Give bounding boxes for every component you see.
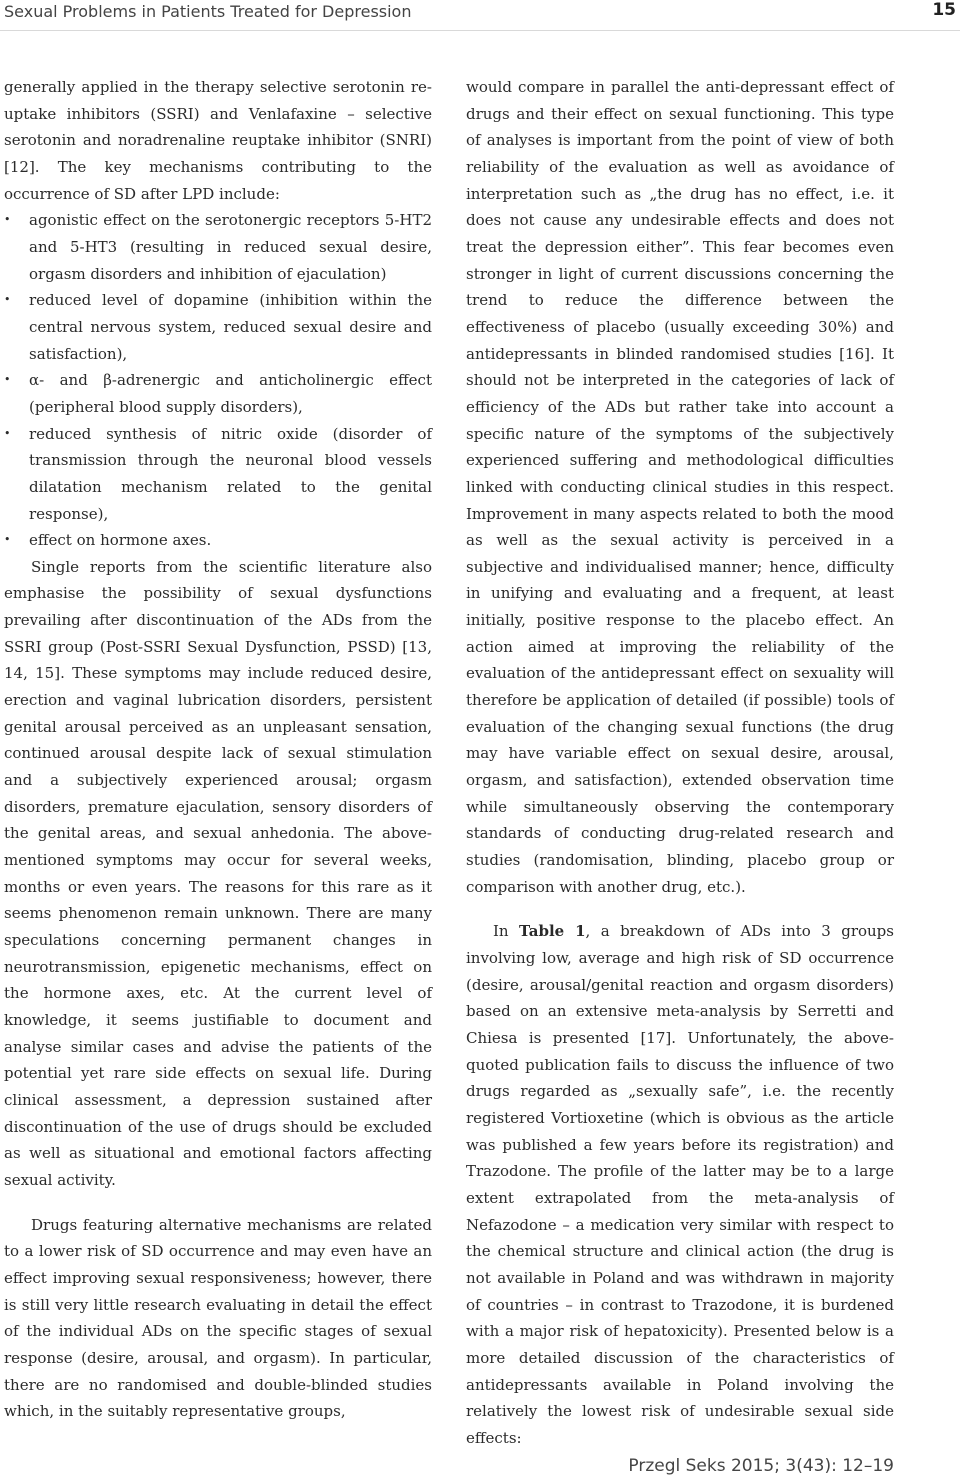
list-item: • reduced synthesis of nitric oxide (disorder of transmission through the neuronal blood vessels dilatation mechanism related to the genital response), bbox=[4, 421, 432, 528]
list-item: • reduced level of dopamine (inhibition within the central nervous system, reduced sexual desire and satisfaction), bbox=[4, 287, 432, 367]
pssd-paragraph: Single reports from the scientific literature also emphasise the possibility of sexual dysfunctions prevailing after discontinuation of the ADs from the SSRI group (Post-SSRI Sexual Dysfunction, PSSD) [13, 14, 15]. These symptoms may include reduced desire, erection and vaginal lubrication disorders, persistent genital arousal perceived as an unpleasant sensation, continued arousal despite lack of sexual stimulation and a subjectively experienced arousal; orgasm disorders, premature ejaculation, sensory disorders of the genital areas, and sexual anhedonia. The above-mentioned symptoms may occur for several weeks, months or even years. The reasons for this rare as it seems phenomenon remain unknown. There are many speculations concerning permanent changes in neurotransmission, epigenetic mechanisms, effect on the hormone axes, etc. At the current level of knowledge, it seems justifiable to document and analyse similar cases and advise the patients of the potential yet rare side effects on sexual life. During clinical assessment, a depression sustained after discontinuation of the use of drugs should be excluded as well as situational and emotional factors affecting sexual activity. bbox=[4, 557, 432, 1189]
left-column bbox=[4, 74, 432, 1425]
list-item: • α- and β-adrenergic and anticholinergic effect (peripheral blood supply disorders), bbox=[4, 367, 432, 420]
list-item: • effect on hormone axes. bbox=[4, 527, 432, 554]
continuation-paragraph: would compare in parallel the anti-depressant effect of drugs and their effect on sexual functioning. This type of analyses is important from the point of view of both reliability of the evaluation as well as avoidance of interpretation such as „the drug has no effect, i.e. it does not cause any undesirable effects and does not treat the depression either”. This fear becomes even stronger in light of current discussions concerning the trend to reduce the difference between the effectiveness of placebo (usually exceeding 30%) and antidepressants in blinded randomised studies [16]. It should not be interpreted in the categories of lack of efficiency of the ADs but rather take into account a specific nature of the symptoms of the subjectively experienced suffering and methodological difficulties linked with conducting clinical studies in this respect. Improvement in many aspects related to both the mood as well as the sexual activity is perceived in a subjective and individualised manner; hence, difficulty in unifying and evaluating and a frequent, at least initially, positive response to the placebo effect. An action aimed at improving the reliability of the evaluation of the antidepressant effect on sexuality will therefore be application of detailed (if possible) tools of evaluation of the changing sexual functions (the drug may have variable effect on sexual desire, arousal, orgasm, and satisfaction), extended observation time while simultaneously observing the contemporary standards of conducting drug-related research and studies (randomisation, blinding, placebo group or comparison with another drug, etc.). bbox=[466, 78, 894, 896]
intro-paragraph: generally applied in the therapy selective serotonin re-uptake inhibitors (SSRI) and Venlafaxine – selective serotonin and noradrenaline reuptake inhibitor (SNRI) [12]. The key mechanisms contributing to the occurrence of SD after LPD include: bbox=[4, 78, 432, 203]
right-column bbox=[466, 74, 894, 1451]
table-reference: Table 1 bbox=[519, 922, 586, 941]
list-item: • agonistic effect on the serotonergic receptors 5-HT2 and 5-HT3 (resulting in reduced sexual desire, orgasm disorders and inhibition of ejaculation) bbox=[4, 207, 432, 287]
alternative-mechanisms-paragraph: Drugs featuring alternative mechanisms are related to a lower risk of SD occurrence and may even have an effect improving sexual responsiveness; however, there is still very little research evaluating in detail the effect of the individual ADs on the specific stages of sexual response (desire, arousal, and orgasm). In particular, there are no randomised and double-blinded studies which, in the suitably representative groups, bbox=[4, 1215, 432, 1421]
mechanisms-list bbox=[4, 207, 432, 554]
paragraph-body: , a breakdown of ADs into 3 groups involving low, average and high risk of SD occurrence (desire, arousal/genital reaction and orgasm disorders) based on an extensive meta-analysis by Serretti and Chiesa is presented [17]. Unfortunately, the above-quoted publication fails to discuss the influence of two drugs regarded as „sexually safe”, i.e. the recently registered Vortioxetine (which is obvious as the article was published a few years before its registration) and Trazodone. The profile of the latter may be to a large extent extrapolated from the meta-analysis of Nefazodone – a medication very similar with respect to the chemical structure and clinical action (the drug is not available in Poland and was withdrawn in majority of countries – in contrast to Trazodone, it is burdened with a major risk of hepatoxicity). Presented below is a more detailed discussion of the characteristics of antidepressants available in Poland involving the relatively the lowest risk of undesirable sexual side effects: bbox=[466, 922, 894, 1447]
running-header bbox=[0, 0, 960, 31]
paragraph-lead: In bbox=[493, 922, 520, 941]
page-number: 15 bbox=[932, 0, 956, 20]
running-title: Sexual Problems in Patients Treated for Depression bbox=[4, 2, 412, 21]
table-discussion-paragraph bbox=[466, 918, 894, 1451]
journal-citation: Przegl Seks 2015; 3(43): 12–19 bbox=[628, 1456, 894, 1476]
